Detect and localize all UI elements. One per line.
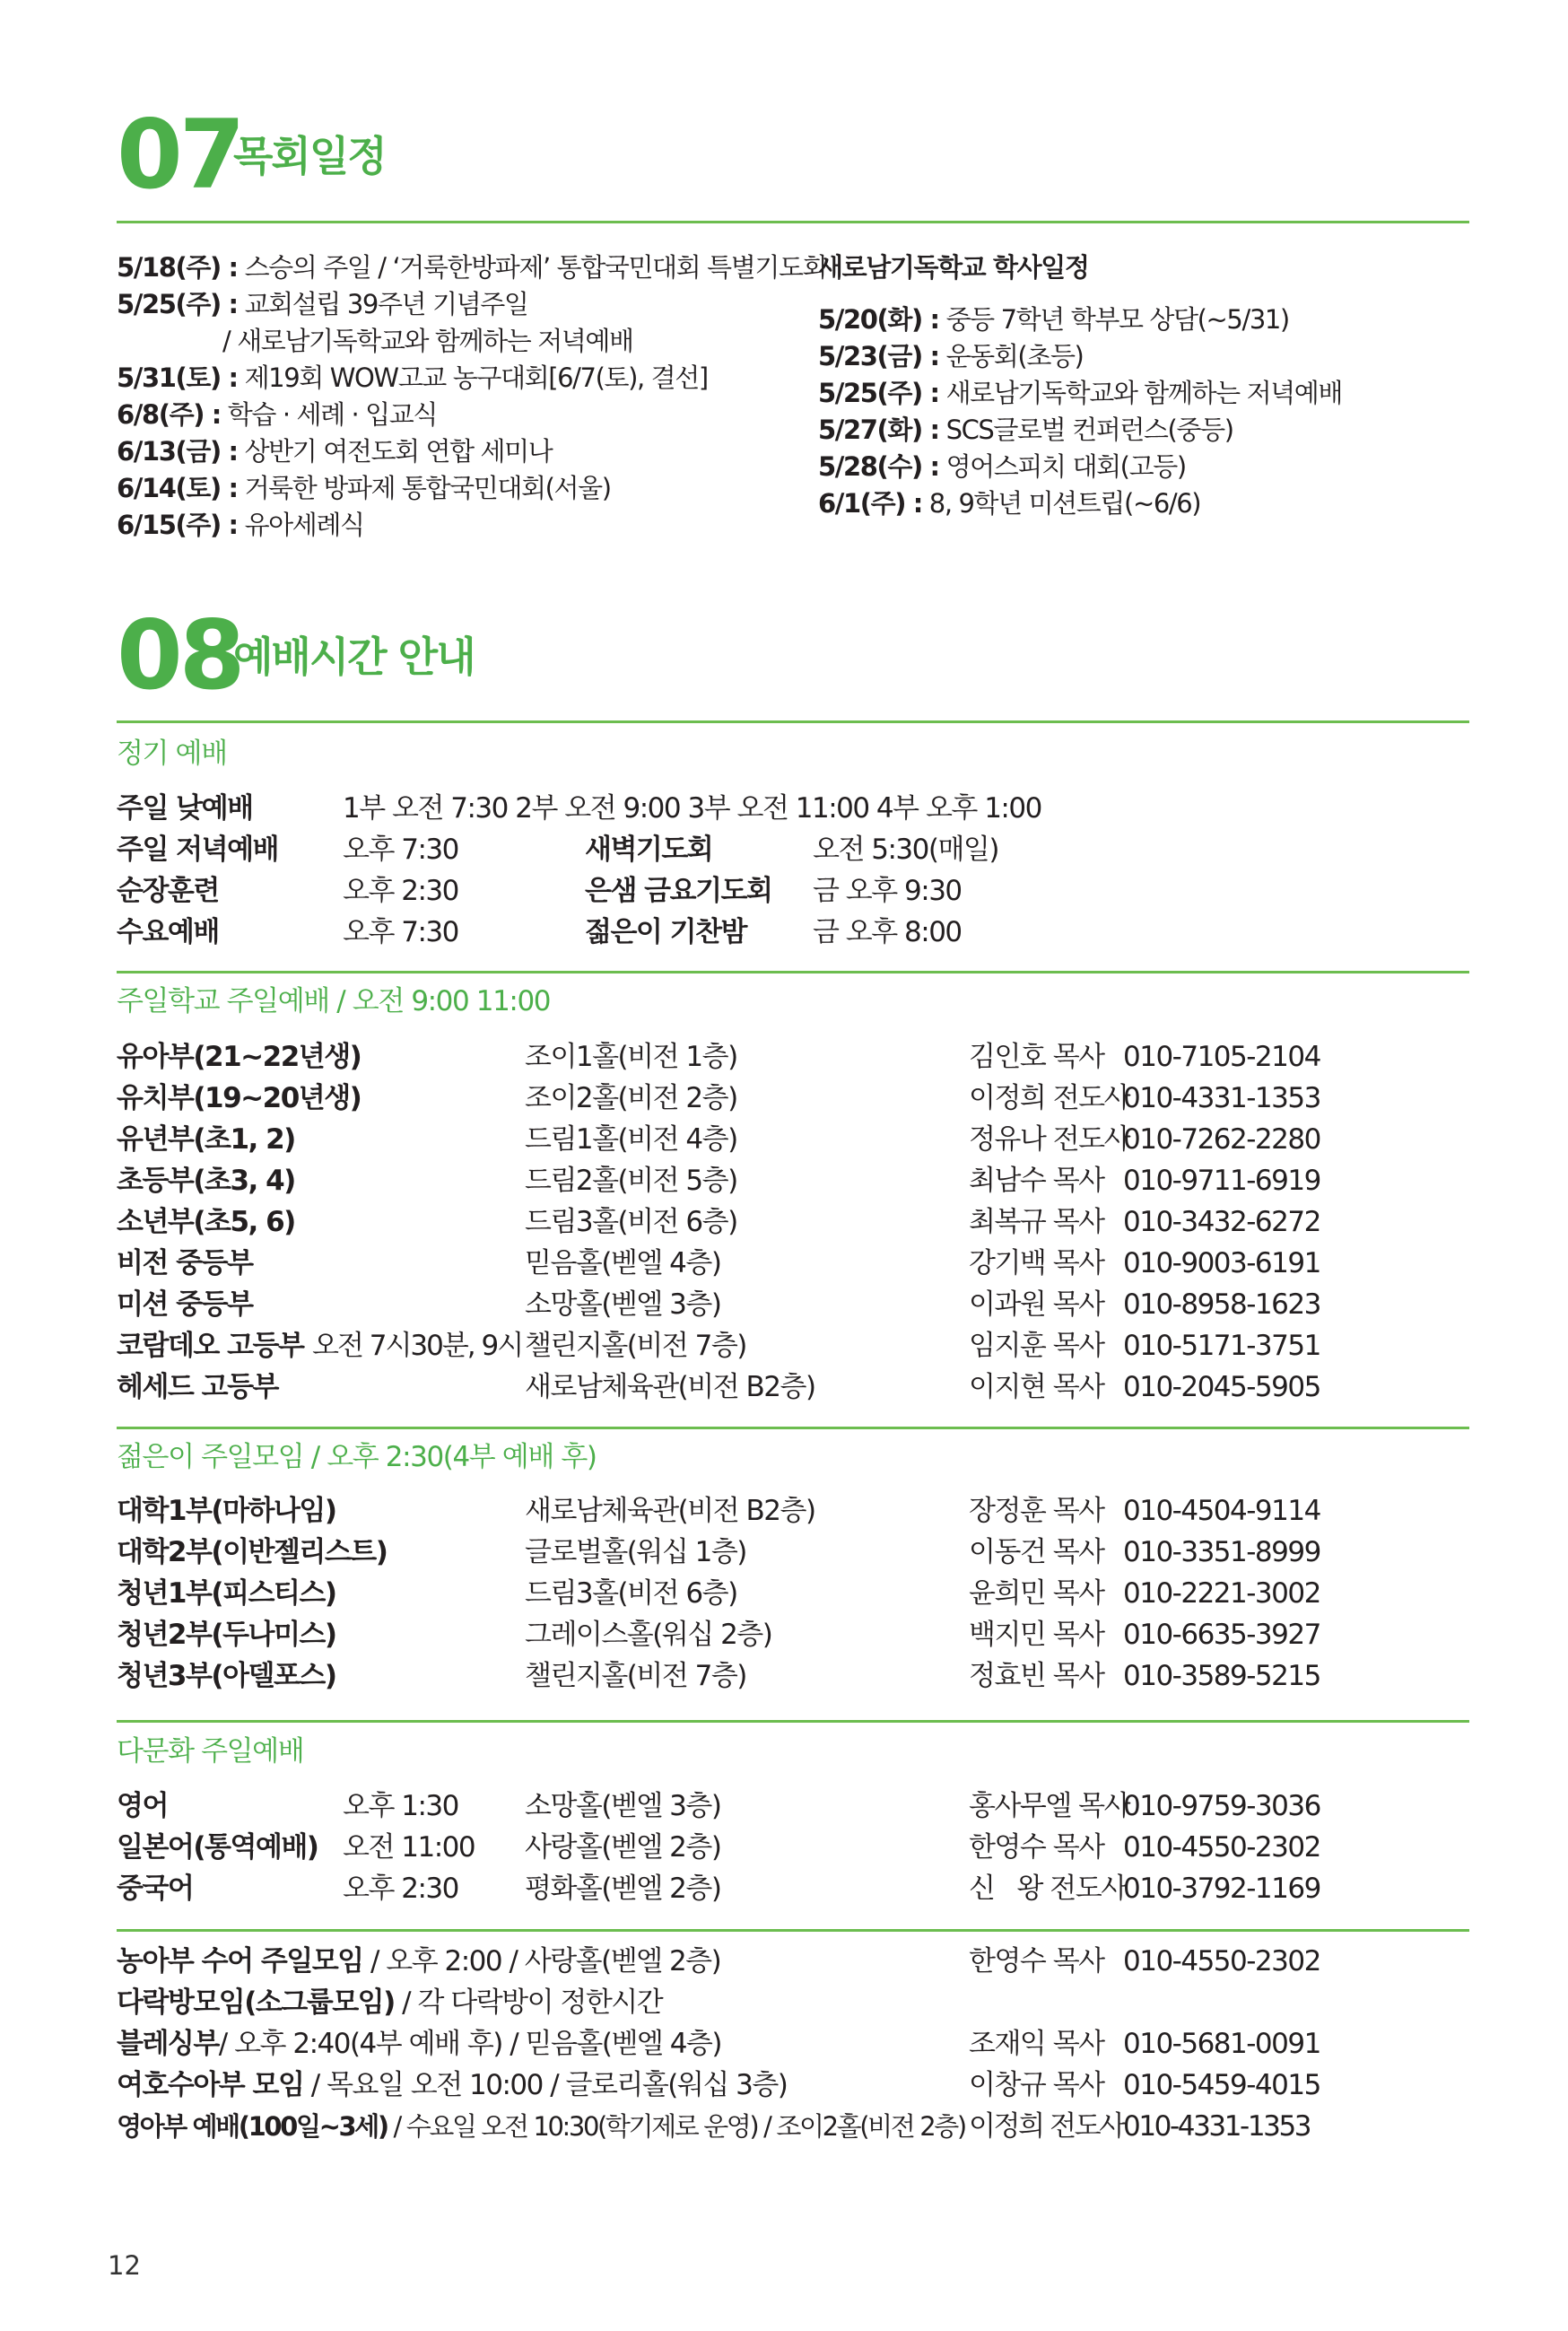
other-meetings-list [117, 1941, 1469, 2147]
table-row: 중국어 오후 2:30 평화홀(벧엘 2층) 신 왕 전도사 010-3792-1169 [117, 1873, 1320, 1905]
schedule-item: 6/14(토) : 거룩한 방파제 통합국민대회(서울) [117, 473, 611, 503]
section-divider [117, 1720, 1469, 1723]
schedule-item: 5/25(주) : 교회설립 39주년 기념주일 [117, 289, 528, 319]
section-divider [117, 1427, 1469, 1429]
table-row: 일본어(통역예배) 오전 11:00 사랑홀(벧엘 2층) 한영수 목사 010-4550-2302 [117, 1831, 1320, 1864]
school-schedule-item: 5/28(수) : 영어스피치 대회(고등) [818, 451, 1186, 482]
school-schedule-title: 새로남기독학교 학사일정 [818, 252, 1089, 283]
table-row: 헤세드 고등부 새로남체육관(비전 B2층) 이지현 목사 010-2045-5905 [117, 1371, 1320, 1403]
sunday-school-table [117, 1036, 1469, 1408]
list-item: 다락방모임(소그룹모임) / 각 다락방이 정한시간 [117, 1986, 663, 2019]
multicultural-table [117, 1785, 1469, 1909]
young-adults-heading: 젊은이 주일모임 / 오후 2:30(4부 예배 후) [117, 1441, 597, 1473]
schedule-item: 5/18(주) : 스승의 주일 / ‘거룩한방파제’ 통합국민대회 특별기도회 [117, 252, 827, 283]
table-row: 대학2부(이반젤리스트) 글로벌홀(워십 1층) 이동건 목사 010-3351-8999 [117, 1536, 1320, 1568]
schedule-item: / 새로남기독학교와 함께하는 저녁예배 [222, 326, 633, 356]
table-row: 미션 중등부 소망홀(벧엘 3층) 이과원 목사 010-8958-1623 [117, 1288, 1320, 1321]
school-schedule-list [818, 249, 1342, 522]
table-row: 영어 오후 1:30 소망홀(벧엘 3층) 홍사무엘 목사 010-9759-3036 [117, 1790, 1320, 1822]
table-row: 유치부(19~20년생) 조이2홀(비전 2층) 이정희 전도사 010-4331-1353 [117, 1082, 1320, 1114]
section-divider [117, 971, 1469, 973]
list-item: 블레싱부/ 오후 2:40(4부 예배 후) / 믿음홀(벧엘 4층) 조재익 목사 010-5681-0091 [117, 2028, 1320, 2060]
list-item: 여호수아부 모임 / 목요일 오전 10:00 / 글로리홀(워십 3층) 이창규 목사 010-5459-4015 [117, 2069, 1320, 2101]
multicultural-heading: 다문화 주일예배 [117, 1735, 304, 1768]
table-row: 유년부(초1, 2) 드림1홀(비전 4층) 정유나 전도사 010-7262-2280 [117, 1123, 1320, 1156]
schedule-item: 6/15(주) : 유아세례식 [117, 510, 364, 540]
section-divider [117, 720, 1469, 723]
table-row: 초등부(초3, 4) 드림2홀(비전 5층) 최남수 목사 010-9711-6919 [117, 1165, 1320, 1197]
school-schedule-item: 5/23(금) : 운동회(초등) [818, 341, 1084, 371]
school-schedule-item: 5/20(화) : 중등 7학년 학부모 상담(~5/31) [818, 304, 1289, 335]
table-row: 주일 저녁예배 오후 7:30 새벽기도회 오전 5:30(매일) [117, 834, 998, 866]
section-number: 08 [117, 600, 242, 711]
table-row: 수요예배 오후 7:30 젊은이 기찬밤 금 오후 8:00 [117, 916, 962, 948]
school-schedule-item: 5/25(주) : 새로남기독학교와 함께하는 저녁예배 [818, 378, 1343, 408]
table-row: 비전 중등부 믿음홀(벧엘 4층) 강기백 목사 010-9003-6191 [117, 1247, 1320, 1279]
pastoral-schedule-list [117, 249, 826, 544]
list-item: 영아부 예배(100일~3세) / 수요일 오전 10:30(학기제로 운영) / 조이2홀(비전 2층) 이정희 전도사 010-4331-1353 [117, 2110, 1311, 2143]
young-adults-table [117, 1490, 1469, 1697]
table-row: 청년2부(두나미스) 그레이스홀(워십 2층) 백지민 목사 010-6635-3927 [117, 1619, 1320, 1651]
section-divider [117, 1929, 1469, 1932]
table-row: 소년부(초5, 6) 드림3홀(비전 6층) 최복규 목사 010-3432-6272 [117, 1206, 1320, 1238]
schedule-item: 6/8(주) : 학습 · 세례 · 입교식 [117, 399, 437, 430]
table-row: 청년3부(아델포스) 챌린지홀(비전 7층) 정효빈 목사 010-3589-5215 [117, 1660, 1320, 1692]
list-item: 농아부 수어 주일모임 / 오후 2:00 / 사랑홀(벧엘 2층) 한영수 목사 010-4550-2302 [117, 1945, 1320, 1977]
table-row: 청년1부(피스티스) 드림3홀(비전 6층) 윤희민 목사 010-2221-3002 [117, 1577, 1320, 1610]
regular-service-table [117, 788, 1469, 953]
table-row: 유아부(21~22년생) 조이1홀(비전 1층) 김인호 목사 010-7105-2104 [117, 1041, 1320, 1073]
section-title: 예배시간 안내 [233, 633, 475, 681]
section-title: 목회일정 [233, 132, 386, 180]
table-row: 주일 낮예배 1부 오전 7:30 2부 오전 9:00 3부 오전 11:00 4부 오후 1:00 [117, 792, 1041, 825]
page-number: 12 [108, 2250, 141, 2281]
school-schedule-item: 5/27(화) : SCS글로벌 컨퍼런스(중등) [818, 415, 1233, 445]
school-schedule-item: 6/1(주) : 8, 9학년 미션트립(~6/6) [818, 488, 1201, 519]
regular-service-heading: 정기 예배 [117, 738, 227, 770]
section-number: 07 [117, 100, 242, 210]
schedule-item: 6/13(금) : 상반기 여전도회 연합 세미나 [117, 436, 553, 467]
section-divider [117, 221, 1469, 223]
sunday-school-heading: 주일학교 주일예배 / 오전 9:00 11:00 [117, 985, 551, 1017]
table-row: 순장훈련 오후 2:30 은샘 금요기도회 금 오후 9:30 [117, 875, 962, 907]
schedule-item: 5/31(토) : 제19회 WOW고교 농구대회[6/7(토), 결선] [117, 362, 708, 393]
table-row: 코람데오 고등부 오전 7시30분, 9시 챌린지홀(비전 7층) 임지훈 목사 010-5171-3751 [117, 1330, 1320, 1362]
table-row: 대학1부(마하나임) 새로남체육관(비전 B2층) 장정훈 목사 010-4504-9114 [117, 1495, 1320, 1527]
